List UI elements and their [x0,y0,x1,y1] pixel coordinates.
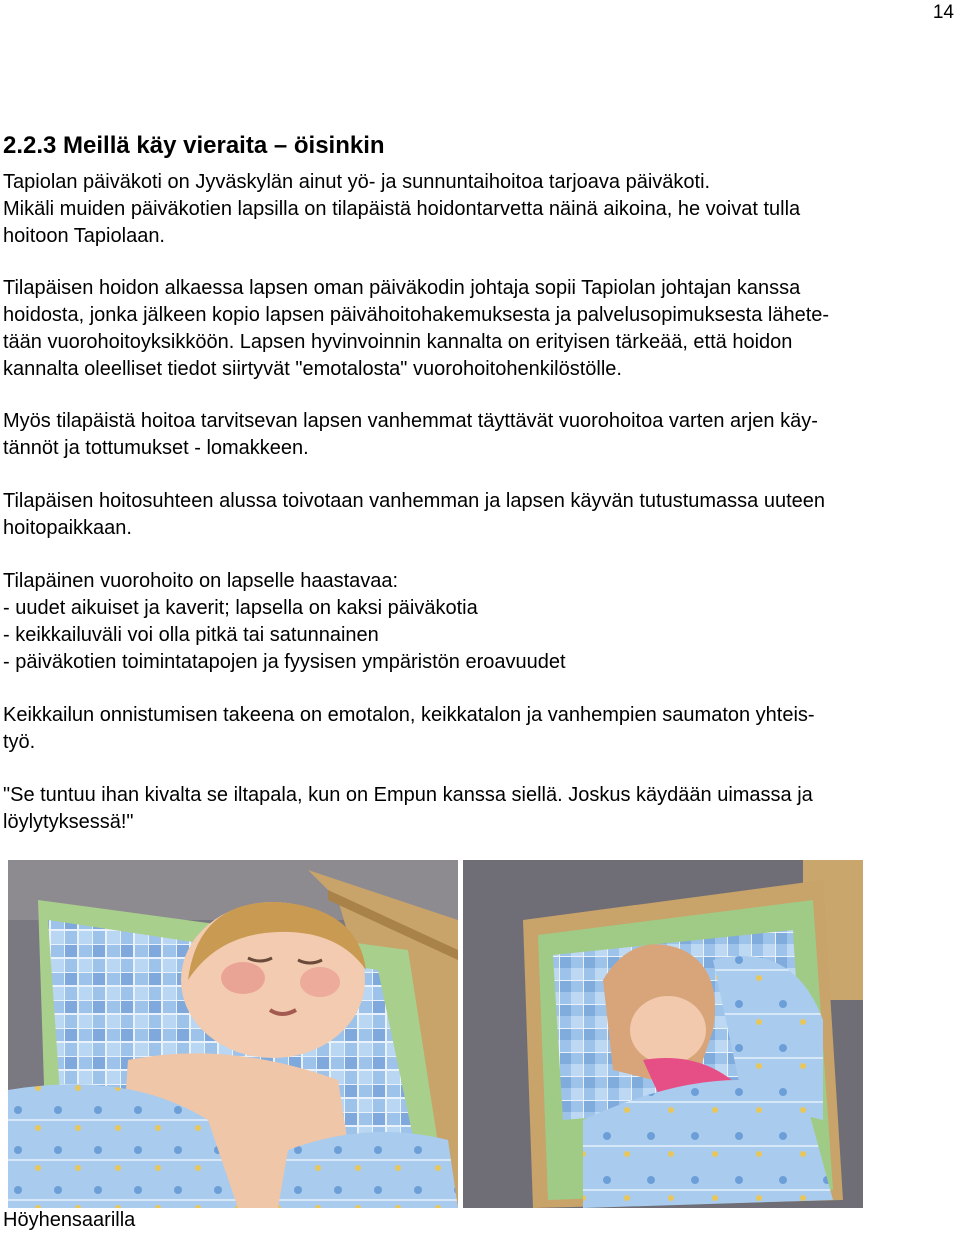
paragraph-challenges [3,568,951,676]
text-line: tään vuorohoitoyksikköön. Lapsen hyvinvoinnin kannalta on erityisen tärkeää, että hoidon [3,331,793,353]
text-line: hoitoon Tapiolaan. [3,225,165,247]
text-line: Tilapäisen hoidon alkaessa lapsen oman päiväkodin johtaja sopii Tapiolan johtajan kanssa [3,277,801,299]
paragraph-quote [3,782,951,836]
page-number: 14 [932,2,954,23]
paragraph-procedure [3,275,951,383]
paragraph-success [3,702,951,756]
photo-sleeping-boy [8,860,458,1208]
paragraph-intro [3,169,951,250]
text-line: löylytyksessä!" [3,811,134,833]
text-line: tännöt ja tottumukset - lomakkeen. [3,437,309,459]
text-line: Tilapäinen vuorohoito on lapselle haastavaa: [3,570,399,592]
text-line: "Se tuntuu ihan kivalta se iltapala, kun on Empun kanssa siellä. Joskus käydään uimassa ja [3,784,813,806]
list-item: - uudet aikuiset ja kaverit; lapsella on kaksi päiväkotia [3,597,478,619]
list-item: - keikkailuväli voi olla pitkä tai satunnainen [3,624,379,646]
text-line: Myös tilapäistä hoitoa tarvitsevan lapsen vanhemmat täyttävät vuorohoitoa varten arjen käy- [3,410,818,432]
text-line: Keikkailun onnistumisen takeena on emotalon, keikkatalon ja vanhempien saumaton yhteis- [3,704,815,726]
photo-caption: Höyhensaarilla [3,1209,136,1231]
text-line: kannalta oleelliset tiedot siirtyvät "emotalosta" vuorohoitohenkilöstölle. [3,358,622,380]
text-line: hoitopaikkaan. [3,517,132,539]
text-line: hoidosta, jonka jälkeen kopio lapsen päivähoitohakemuksesta ja palvelusopimuksesta lähete- [3,304,830,326]
list-item: - päiväkotien toimintatapojen ja fyysisen ympäristön eroavuudet [3,651,566,673]
paragraph-visit [3,488,951,542]
text-line: Mikäli muiden päiväkotien lapsilla on tilapäistä hoidontarvetta näinä aikoina, he voivat tulla [3,198,801,220]
text-line: Tilapäisen hoitosuhteen alussa toivotaan vanhemman ja lapsen käyvän tutustumassa uuteen [3,490,826,512]
section-heading: 2.2.3 Meillä käy vieraita – öisinkin [3,132,385,159]
paragraph-parents-form [3,408,951,462]
text-line: työ. [3,731,36,753]
photo-sleeping-girl [463,860,863,1208]
text-line: Tapiolan päiväkoti on Jyväskylän ainut yö- ja sunnuntaihoitoa tarjoava päiväkoti. [3,171,711,193]
